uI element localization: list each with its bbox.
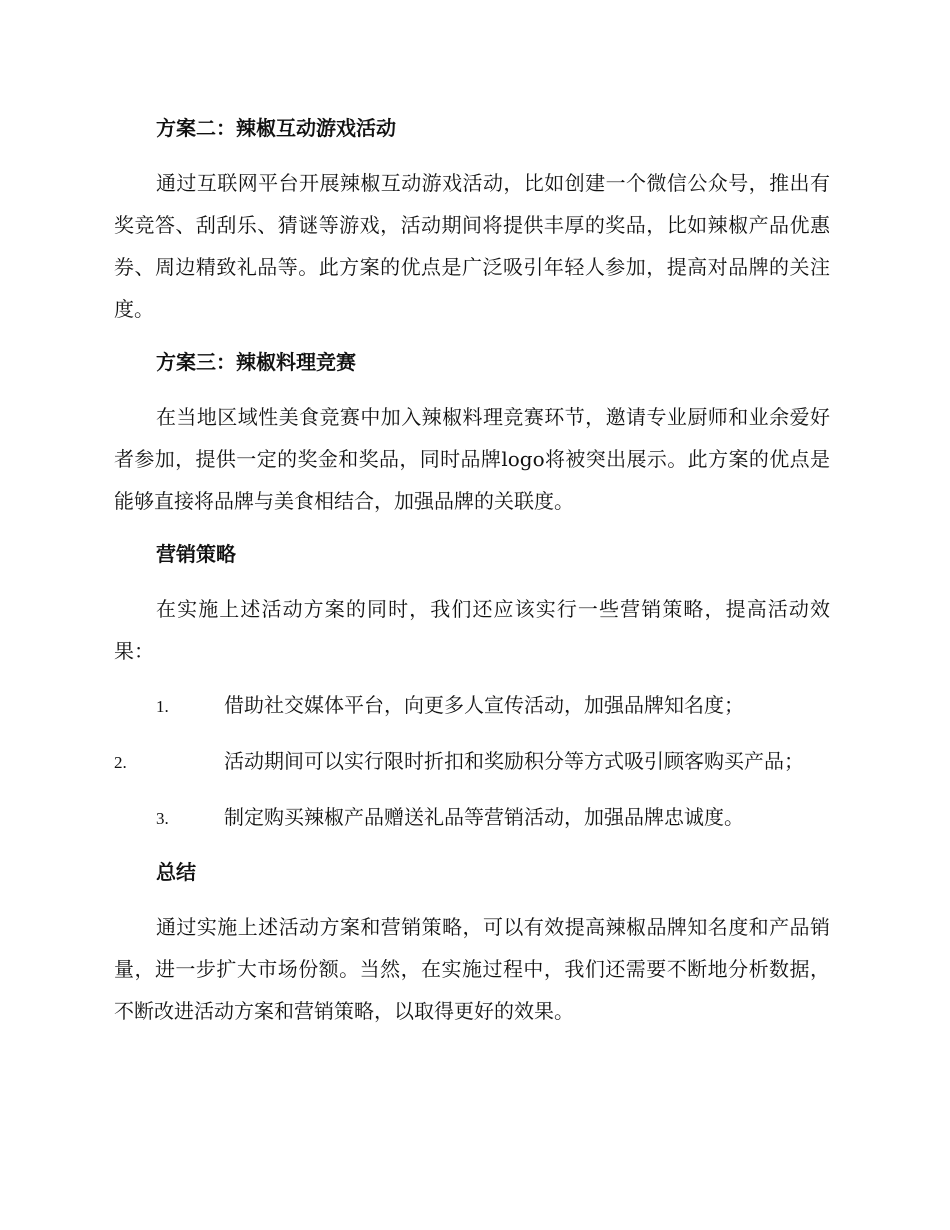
list-item-text: 活动期间可以实行限时折扣和奖励积分等方式吸引顾客购买产品； <box>224 749 804 773</box>
list-item-number: 2. <box>114 753 127 772</box>
list-item-number: 3. <box>156 809 169 828</box>
list-item <box>114 740 830 784</box>
list-item-text: 借助社交媒体平台，向更多人宣传活动，加强品牌知名度； <box>224 693 744 717</box>
section-body-plan-two: 通过互联网平台开展辣椒互动游戏活动，比如创建一个微信公众号，推出有奖竞答、刮刮乐、猜谜等游戏，活动期间将提供丰厚的奖品，比如辣椒产品优惠券、周边精致礼品等。此方案的优点是广泛吸引年轻人参加，提高对品牌的关注度。 <box>114 171 830 321</box>
document-page <box>114 108 830 1032</box>
list-item-text: 制定购买辣椒产品赠送礼品等营销活动，加强品牌忠诚度。 <box>224 805 744 829</box>
section-heading-plan-two: 方案二：辣椒互动游戏活动 <box>156 116 396 140</box>
list-item <box>114 796 830 840</box>
section-heading-marketing: 营销策略 <box>156 542 236 566</box>
section-body-summary: 通过实施上述活动方案和营销策略，可以有效提高辣椒品牌知名度和产品销量，进一步扩大市场份额。当然，在实施过程中，我们还需要不断地分析数据，不断改进活动方案和营销策略，以取得更好的效果。 <box>114 915 830 1023</box>
section-body-marketing: 在实施上述活动方案的同时，我们还应该实行一些营销策略，提高活动效果： <box>114 597 830 663</box>
section-heading-summary: 总结 <box>156 860 196 884</box>
list-item <box>114 684 830 728</box>
section-body-plan-three: 在当地区域性美食竞赛中加入辣椒料理竞赛环节，邀请专业厨师和业余爱好者参加，提供一定的奖金和奖品，同时品牌logo将被突出展示。此方案的优点是能够直接将品牌与美食相结合，加强品牌的关联度。 <box>114 405 830 513</box>
list-item-number: 1. <box>156 697 169 716</box>
section-heading-plan-three: 方案三：辣椒料理竞赛 <box>156 350 356 374</box>
